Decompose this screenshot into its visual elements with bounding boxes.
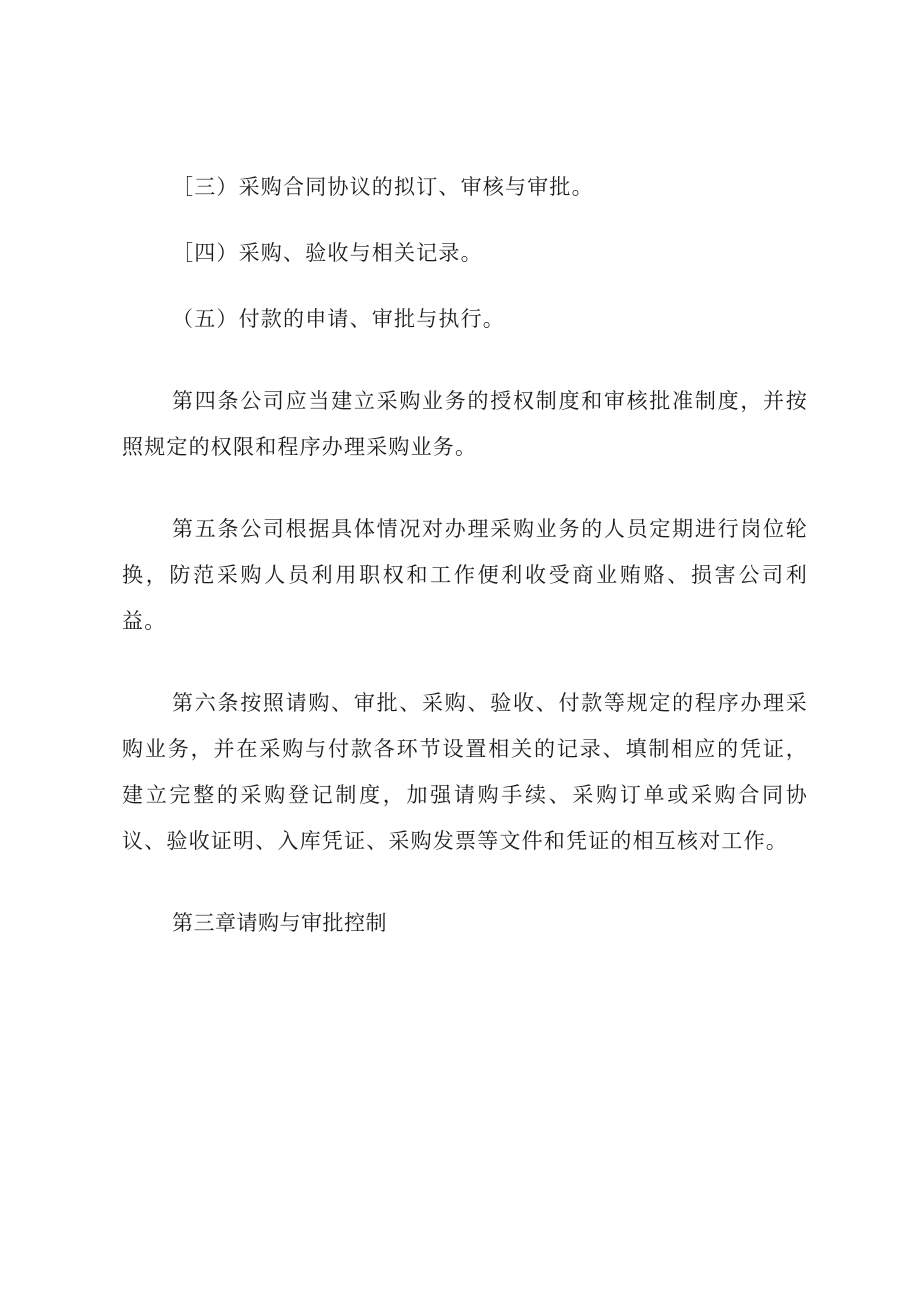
chapter-heading: 第三章请购与审批控制 [172,911,387,935]
list-item-3: ［三）采购合同协议的拟订、审核与审批。 [172,175,594,199]
article-4: 第四条公司应当建立采购业务的授权制度和审核批准制度，并按照规定的权限和程序办理采购业务。 [122,389,808,459]
article-5: 第五条公司根据具体情况对办理采购业务的人员定期进行岗位轮换，防范采购人员利用职权和工作便利收受商业贿赂、损害公司利益。 [122,517,808,633]
list-item-4: ［四）采购、验收与相关记录。 [172,241,483,265]
list-item-5: （五）付款的申请、审批与执行。 [172,307,505,331]
article-6: 第六条按照请购、审批、采购、验收、付款等规定的程序办理采购业务，并在采购与付款各环节设置相关的记录、填制相应的凭证，建立完整的采购登记制度，加强请购手续、采购订单或采购合同协议、验收证明、入库凭证、采购发票等文件和凭证的相互核对工作。 [122,691,808,853]
